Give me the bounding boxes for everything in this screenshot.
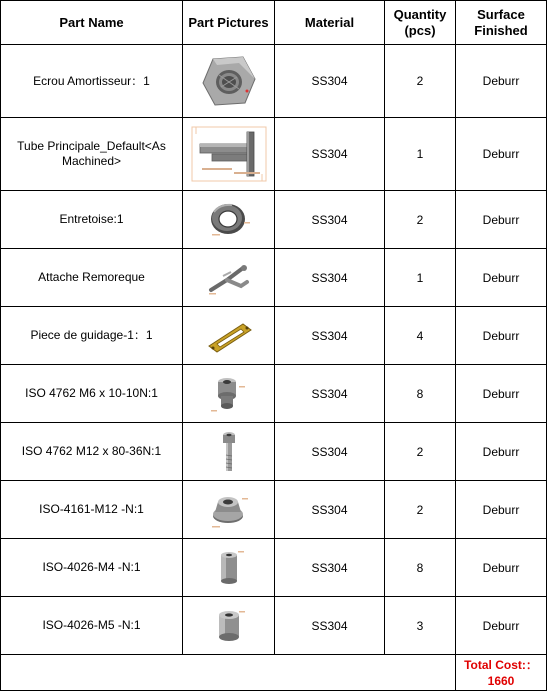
quantity-cell: 2 [385, 191, 456, 249]
part-name-cell: Entretoise:1 [1, 191, 183, 249]
material-cell: SS304 [275, 45, 385, 118]
surface-cell: Deburr [456, 118, 547, 191]
set-screw-m4-icon [212, 547, 246, 589]
surface-cell: Deburr [456, 423, 547, 481]
surface-cell: Deburr [456, 249, 547, 307]
material-cell: SS304 [275, 191, 385, 249]
material-cell: SS304 [275, 307, 385, 365]
surface-cell: Deburr [456, 45, 547, 118]
part-picture-cell [183, 307, 275, 365]
part-name-cell: ISO-4026-M5 -N:1 [1, 597, 183, 655]
quantity-cell: 8 [385, 539, 456, 597]
material-cell: SS304 [275, 365, 385, 423]
quantity-cell: 2 [385, 45, 456, 118]
part-name-cell: Piece de guidage-1：1 [1, 307, 183, 365]
quantity-cell: 4 [385, 307, 456, 365]
part-picture-cell [183, 597, 275, 655]
guide-plate-icon [203, 318, 255, 354]
part-picture-cell [183, 481, 275, 539]
table-header-row [1, 1, 547, 45]
quantity-cell: 1 [385, 249, 456, 307]
part-name-cell: Tube Principale_Default<As Machined> [1, 118, 183, 191]
part-name-cell: ISO 4762 M12 x 80-36N:1 [1, 423, 183, 481]
part-picture-cell [183, 423, 275, 481]
part-picture-cell [183, 365, 275, 423]
part-picture-cell [183, 539, 275, 597]
part-name-cell: Ecrou Amortisseur：1 [1, 45, 183, 118]
part-picture-cell [183, 45, 275, 118]
material-cell: SS304 [275, 597, 385, 655]
part-name-cell: Attache Remoreque [1, 249, 183, 307]
quantity-cell: 8 [385, 365, 456, 423]
table-row [1, 539, 547, 597]
flange-nut-icon [208, 490, 250, 530]
table-row [1, 481, 547, 539]
table-row [1, 307, 547, 365]
hex-nut-icon [199, 53, 259, 109]
surface-cell: Deburr [456, 365, 547, 423]
tube-assembly-icon [190, 124, 268, 184]
part-name-cell: ISO-4161-M12 -N:1 [1, 481, 183, 539]
part-name-cell: ISO 4762 M6 x 10-10N:1 [1, 365, 183, 423]
part-picture-cell [183, 249, 275, 307]
header-quantity: Quantity (pcs) [385, 1, 456, 45]
material-cell: SS304 [275, 423, 385, 481]
table-row [1, 45, 547, 118]
table-row [1, 191, 547, 249]
table-row [1, 423, 547, 481]
surface-cell: Deburr [456, 539, 547, 597]
table-footer-row [1, 655, 547, 691]
part-name-cell: ISO-4026-M4 -N:1 [1, 539, 183, 597]
part-picture-cell [183, 191, 275, 249]
surface-cell: Deburr [456, 191, 547, 249]
socket-screw-short-icon [209, 372, 249, 416]
table-row [1, 597, 547, 655]
material-cell: SS304 [275, 118, 385, 191]
surface-cell: Deburr [456, 597, 547, 655]
header-part-name: Part Name [1, 1, 183, 45]
quantity-cell: 2 [385, 481, 456, 539]
set-screw-m5-icon [211, 605, 247, 647]
header-surface-finished: Surface Finished [456, 1, 547, 45]
material-cell: SS304 [275, 481, 385, 539]
table-row [1, 249, 547, 307]
quantity-cell: 1 [385, 118, 456, 191]
footer-spacer [1, 655, 456, 691]
quantity-cell: 3 [385, 597, 456, 655]
material-cell: SS304 [275, 249, 385, 307]
table-row [1, 365, 547, 423]
part-picture-cell [183, 118, 275, 191]
quantity-cell: 2 [385, 423, 456, 481]
header-material: Material [275, 1, 385, 45]
table-row [1, 118, 547, 191]
surface-cell: Deburr [456, 307, 547, 365]
surface-cell: Deburr [456, 481, 547, 539]
spacer-ring-icon [206, 200, 252, 240]
total-cost: Total Cost:： 1660 [456, 655, 547, 691]
tow-clip-icon [207, 260, 251, 296]
material-cell: SS304 [275, 539, 385, 597]
socket-screw-long-icon [214, 429, 244, 475]
header-part-pictures: Part Pictures [183, 1, 275, 45]
